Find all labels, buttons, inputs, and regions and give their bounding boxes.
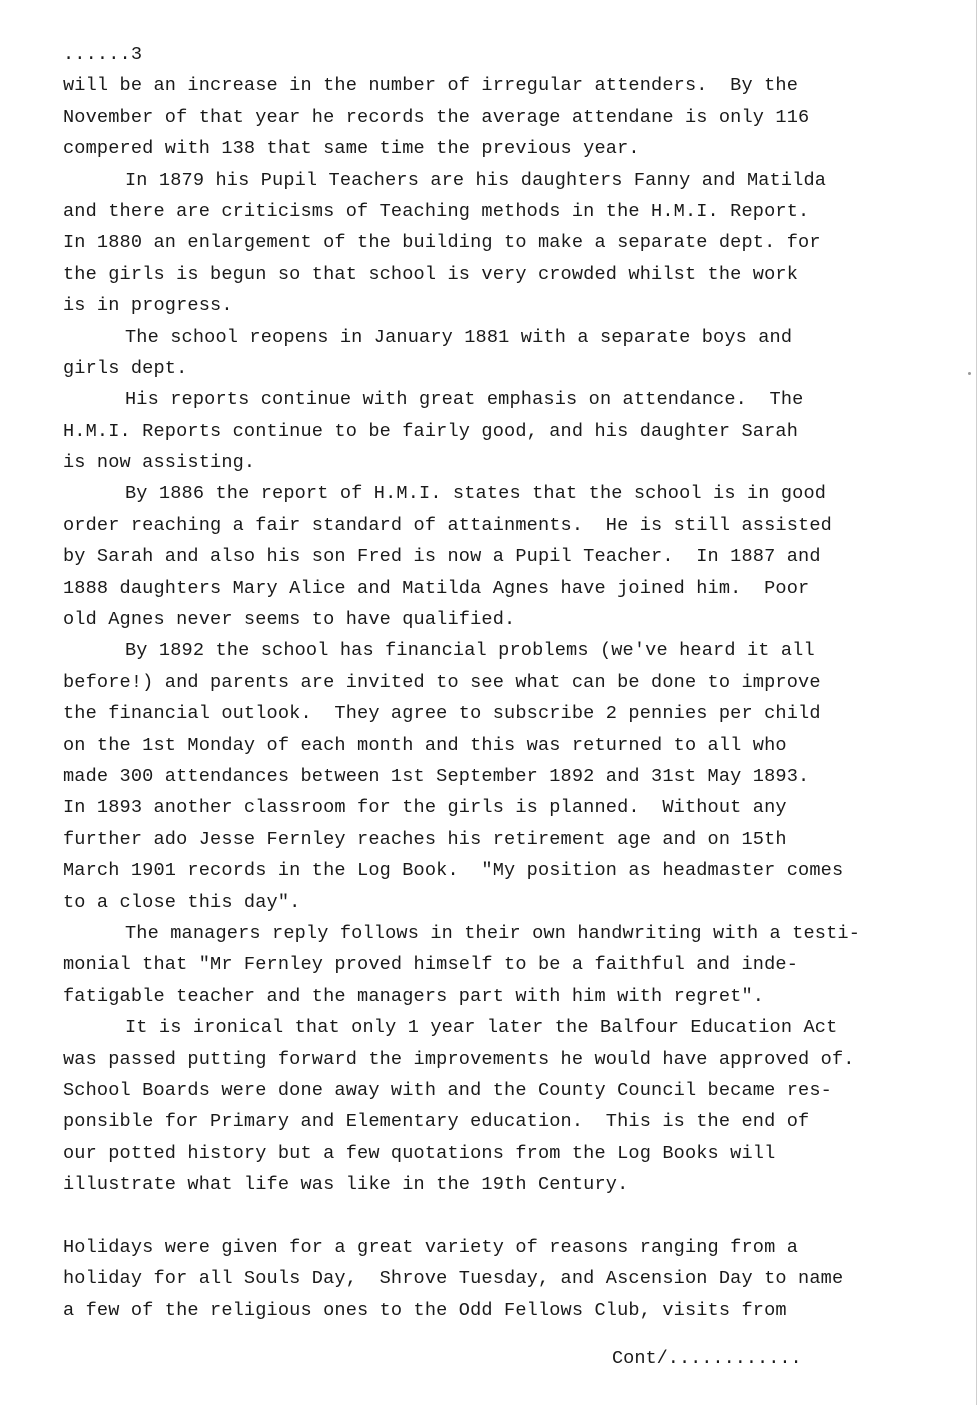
text-line: illustrate what life was like in the 19th Century. [63, 1174, 629, 1196]
paragraph-start-line: His reports continue with great emphasis on attendance. The [125, 389, 804, 411]
text-line: In 1893 another classroom for the girls is planned. Without any [63, 797, 787, 819]
text-line: girls dept. [63, 357, 188, 379]
text-line: and there are criticisms of Teaching methods in the H.M.I. Report. [63, 200, 810, 222]
text-line: order reaching a fair standard of attainments. He is still assisted [63, 514, 832, 536]
text-line: the girls is begun so that school is very crowded whilst the work [63, 263, 799, 285]
paragraph-start-line: The managers reply follows in their own handwriting with a testi- [125, 922, 861, 944]
scan-speck [968, 372, 971, 375]
paragraph-start-line: The school reopens in January 1881 with a separate boys and [125, 326, 793, 348]
text-line: on the 1st Monday of each month and this was returned to all who [63, 734, 787, 756]
text-line: the financial outlook. They agree to subscribe 2 pennies per child [63, 703, 821, 725]
continuation-footer: Cont/............ [612, 1348, 802, 1369]
text-line: made 300 attendances between 1st September 1892 and 31st May 1893. [63, 765, 810, 787]
text-line: will be an increase in the number of irregular attenders. By the [63, 75, 799, 97]
paragraph-start-line: In 1879 his Pupil Teachers are his daughters Fanny and Matilda [125, 169, 827, 191]
text-line: compered with 138 that same time the previous year. [63, 138, 640, 160]
text-line: In 1880 an enlargement of the building to make a separate dept. for [63, 232, 821, 254]
text-line: holiday for all Souls Day, Shrove Tuesday, and Ascension Day to name [63, 1268, 844, 1290]
page-edge-shadow [976, 0, 977, 1405]
text-line: by Sarah and also his son Fred is now a Pupil Teacher. In 1887 and [63, 546, 821, 568]
text-line: our potted history but a few quotations from the Log Books will [63, 1142, 776, 1164]
paragraph-gap [63, 1200, 963, 1231]
text-line: is in progress. [63, 295, 233, 317]
paragraph-start-line: It is ironical that only 1 year later the Balfour Education Act [125, 1017, 838, 1039]
text-line: School Boards were done away with and the County Council became res- [63, 1079, 832, 1101]
text-line: is now assisting. [63, 452, 256, 474]
text-line: old Agnes never seems to have qualified. [63, 609, 516, 631]
text-line: November of that year he records the average attendane is only 116 [63, 106, 810, 128]
text-line: 1888 daughters Mary Alice and Matilda Agnes have joined him. Poor [63, 577, 810, 599]
text-line: ponsible for Primary and Elementary education. This is the end of [63, 1111, 810, 1133]
body-text [63, 39, 963, 1326]
text-line: H.M.I. Reports continue to be fairly good, and his daughter Sarah [63, 420, 799, 442]
text-line: to a close this day". [63, 891, 301, 913]
text-line: further ado Jesse Fernley reaches his retirement age and on 15th [63, 828, 787, 850]
text-line: a few of the religious ones to the Odd Fellows Club, visits from [63, 1299, 787, 1321]
text-line: fatigable teacher and the managers part with him with regret". [63, 985, 765, 1007]
page-marker: ......3 [63, 44, 143, 65]
text-line: before!) and parents are invited to see what can be done to improve [63, 671, 821, 693]
text-line: Holidays were given for a great variety of reasons ranging from a [63, 1236, 799, 1258]
text-line: was passed putting forward the improvements he would have approved of. [63, 1048, 855, 1070]
text-line: monial that "Mr Fernley proved himself to be a faithful and inde- [63, 954, 799, 976]
paragraph-start-line: By 1892 the school has financial problems (we've heard it all [125, 640, 815, 662]
paragraph-start-line: By 1886 the report of H.M.I. states that the school is in good [125, 483, 827, 505]
text-line: March 1901 records in the Log Book. "My position as headmaster comes [63, 860, 844, 882]
